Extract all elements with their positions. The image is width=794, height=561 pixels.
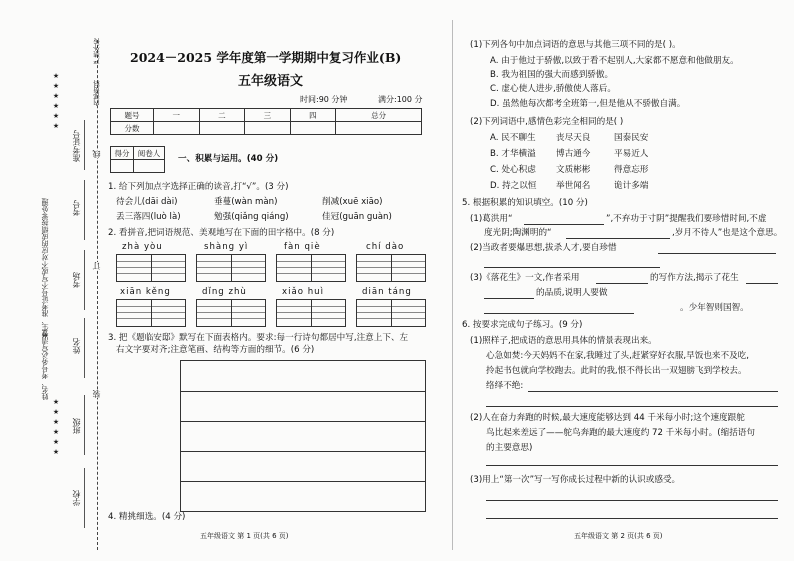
score-input-total[interactable] [336,122,422,135]
pinyin-6: dǐng zhù [202,287,247,297]
q4-2-a-2: 丧尽天良 [556,133,591,143]
q4-2-d-1[interactable]: D. 持之以恒 [490,181,537,191]
tianzige-5[interactable] [116,299,186,327]
q5-1-blank-2[interactable] [566,238,670,239]
q1-item-1[interactable]: 待会儿(dāi dài) [116,197,178,207]
score-input-4[interactable] [290,122,336,135]
q6-3-prompt: (3)用上“第一次”写一写你成长过程中新的认识或感受。 [470,475,681,485]
q5-2-text: (2)当政者要爆思想,拔杀人才,要自珍惜 [470,243,617,253]
score-table-header-row [111,109,422,122]
q2-prompt: 2. 看拼音,把词语规范、美观地写在下面的田字格中。(8 分) [108,228,335,238]
q5-1-blank-1[interactable] [524,224,604,225]
q5-2-blank-1[interactable] [658,253,776,254]
q6-3-answer-line-2[interactable] [486,518,778,519]
q3-prompt: 3. 把《题临安邸》默写在下面表格内。要求:每一行诗句都居中写,注意上下、左 [108,333,409,343]
q6-2-text-c: 的主要意思) [486,443,533,453]
score-input-2[interactable] [199,122,245,135]
grader-name-input[interactable] [134,160,165,173]
q4-1-option-b[interactable]: B. 我为祖国的强大而感到骄傲。 [490,70,614,80]
q4-1-option-d[interactable]: D. 虽然他每次都考全班第一,但是他从不骄傲自满。 [490,99,686,109]
poem-line-2 [181,421,425,422]
q4-2-b-3: 平易近人 [614,149,649,159]
score-cell-2: 二 [199,109,245,122]
exam-subtitle: 五年级语文 [238,74,304,89]
q6-1-task-label: 络绎不绝: [486,381,524,391]
score-table [110,108,422,135]
tianzige-1[interactable] [116,254,186,282]
q6-1-example-cont: 拎起书包就向学校跑去。此时的我,恨不得长出一双翅膀飞到学校去。 [486,366,747,376]
confidential-stamp: 严禁外传 [93,38,101,64]
q1-item-5[interactable]: 勉强(qiǎng qiáng) [214,212,289,222]
binding-fill-line-room [84,250,85,310]
pinyin-1: zhà yòu [122,242,163,252]
q5-3-blank-4[interactable] [484,313,634,314]
tianzige-7[interactable] [276,299,346,327]
binding-fill-line-class [84,395,85,455]
q5-3-blank-2[interactable] [746,283,778,284]
q5-1-text-d: ,岁月不待人”也是这个意思。 [672,228,783,238]
binding-fill-line-ticket [84,120,85,170]
q4-2-c-3: 得意忘形 [614,165,649,175]
q4-1-option-c[interactable]: C. 虚心使人进步,骄傲使人落后。 [490,84,616,94]
score-table-score-row [111,122,422,135]
binding-bind-mark: 装 [92,390,101,398]
binding-dashed-line [97,40,98,550]
poem-line-3 [181,451,425,452]
time-limit: 时间:90 分钟 [300,95,348,104]
q4-2-c-2: 文质彬彬 [556,165,591,175]
section1-heading: 一、积累与运用。(40 分) [178,154,279,164]
score-cell-3: 三 [245,109,291,122]
score-cell-total: 总分 [336,109,422,122]
poem-line-4 [181,481,425,482]
binding-line-mark: 线 [92,150,101,158]
q4-1-prompt: (1)下列各句中加点词语的意思与其他三项不同的是( )。 [470,40,681,50]
q5-1-text-b: ”,不弃功于寸阴”提醒我们要珍惜时间,不虚 [606,214,767,224]
pinyin-8: diān táng [362,287,412,297]
q4-2-a-1[interactable]: A. 民不聊生 [490,133,536,143]
binding-seat-label: 考号 [72,200,81,216]
grader-box [110,146,165,173]
pinyin-4: chí dào [366,242,405,252]
tianzige-4[interactable] [356,254,426,282]
q5-1-text-a: (1)葛洪用“ [470,214,513,224]
q6-1-example: 心急如焚:今天妈妈不在家,我睡过了头,赶紧穿好衣服,早饭也来不及吃, [486,351,750,361]
q4-1-option-a[interactable]: A. 由于他过于骄傲,以致于看不起别人,大家都不愿意和他做朋友。 [490,56,739,66]
binding-stars-top: ★★★★★★ [52,72,60,132]
q4-2-c-1[interactable]: C. 处心积虑 [490,165,536,175]
score-cell-label: 题号 [111,109,154,122]
pinyin-2: shàng yì [204,242,249,252]
pinyin-3: fàn qiè [284,242,321,252]
footer-right: 五年级语文 第 2 页(共 6 页) [574,532,663,540]
tianzige-6[interactable] [196,299,266,327]
q5-prompt: 5. 根据积累的知识填空。(10 分) [462,198,588,208]
q4-prompt: 4. 精挑细选。(4 分) [108,512,186,522]
binding-exam-room-label: 考场 [72,272,81,288]
q5-3-blank-3[interactable] [484,298,534,299]
poem-line-1 [181,391,425,392]
q6-1-prompt: (1)照样子,把成语的意思用具体的情景表现出来。 [470,336,657,346]
grader-score-label: 得分 [111,147,134,160]
q1-item-4[interactable]: 丢三落四(luò là) [116,212,181,222]
q1-item-3[interactable]: 削减(xuē xiāo) [322,197,383,207]
q5-2-blank-2[interactable] [484,267,660,268]
q1-item-2[interactable]: 垂蔓(wàn màn) [214,197,278,207]
binding-seal-mark: 订 [92,262,101,270]
binding-fill-line-seat [84,180,85,240]
q5-3-text-b: 的写作方法,揭示了花生 [650,273,739,283]
tianzige-8[interactable] [356,299,426,327]
q4-2-d-3: 诡计多端 [614,181,649,191]
q5-1-text-c: 度光阴;陶渊明的“ [484,228,552,238]
q4-2-a-3: 国泰民安 [614,133,649,143]
grader-score-input[interactable] [111,160,134,173]
binding-stars-bottom: ★★★★★★ [52,398,60,458]
q3-prompt-cont: 右文字要对齐;注意笔画、结构等方面的细节。(6 分) [116,345,315,355]
binding-fill-line-name [84,318,85,378]
internal-stamp: 内部资料 [93,80,101,106]
pinyin-5: xiān kěng [120,287,171,297]
q6-1-answer-line-2[interactable] [486,406,778,407]
binding-notice: 考生、准考证号不写或不对应的成绩按零处理 [41,198,49,338]
q5-3-text-a: (3)《落花生》一文,作者采用 [470,273,580,283]
q6-2-text-b: 鸟比起来差远了——鸵鸟奔跑的最大速度约 72 千米每小时。(缩括语句 [486,428,755,438]
tianzige-3[interactable] [276,254,346,282]
q4-2-b-1[interactable]: B. 才华横溢 [490,149,536,159]
binding-class-label: 班级 [72,418,81,434]
pinyin-7: xiǎo huì [282,287,325,297]
q5-3-blank-1[interactable] [596,283,648,284]
q4-2-prompt: (2)下列词语中,感情色彩完全相同的是( ) [470,117,624,127]
binding-notice-2: 姓名、考号务必写清楚 [41,330,49,400]
grader-name-label: 阅卷人 [134,147,165,160]
q4-2-d-2: 举世闻名 [556,181,591,191]
q6-2-answer-line[interactable] [486,465,778,466]
q6-prompt: 6. 按要求完成句子练习。(9 分) [462,320,583,330]
binding-school-label: 学校 [72,490,81,506]
q5-3-text-d: 。少年智则国智。 [680,303,749,313]
tianzige-2[interactable] [196,254,266,282]
footer-left: 五年级语文 第 1 页(共 6 页) [200,532,289,540]
binding-fill-line-school [84,468,85,528]
exam-title: 2024－2025 学年度第一学期期中复习作业(B) [130,50,402,65]
score-cell-1: 一 [154,109,200,122]
q6-2-text-a: (2)人在奋力奔跑的时候,最大速度能够达到 44 千米每小时;这个速度跟鸵 [470,413,745,423]
q6-3-answer-line-1[interactable] [486,500,778,501]
q5-3-text-c: 的品质,说明人要做 [536,288,608,298]
score-input-3[interactable] [245,122,291,135]
page-divider [452,20,453,550]
score-row-label: 分数 [111,122,154,135]
score-input-1[interactable] [154,122,200,135]
q1-prompt: 1. 给下列加点字选择正确的读音,打“√”。(3 分) [108,182,289,192]
full-score: 满分:100 分 [378,95,423,104]
q4-2-b-2: 博古通今 [556,149,591,159]
poem-writing-box[interactable] [180,360,426,512]
q6-1-answer-line-1[interactable] [528,391,778,392]
binding-ticket-label: 准考证号 [72,130,81,162]
q1-item-6[interactable]: 佳冠(guān guàn) [322,212,392,222]
score-cell-4: 四 [290,109,336,122]
binding-name-label: 姓名 [72,338,81,354]
